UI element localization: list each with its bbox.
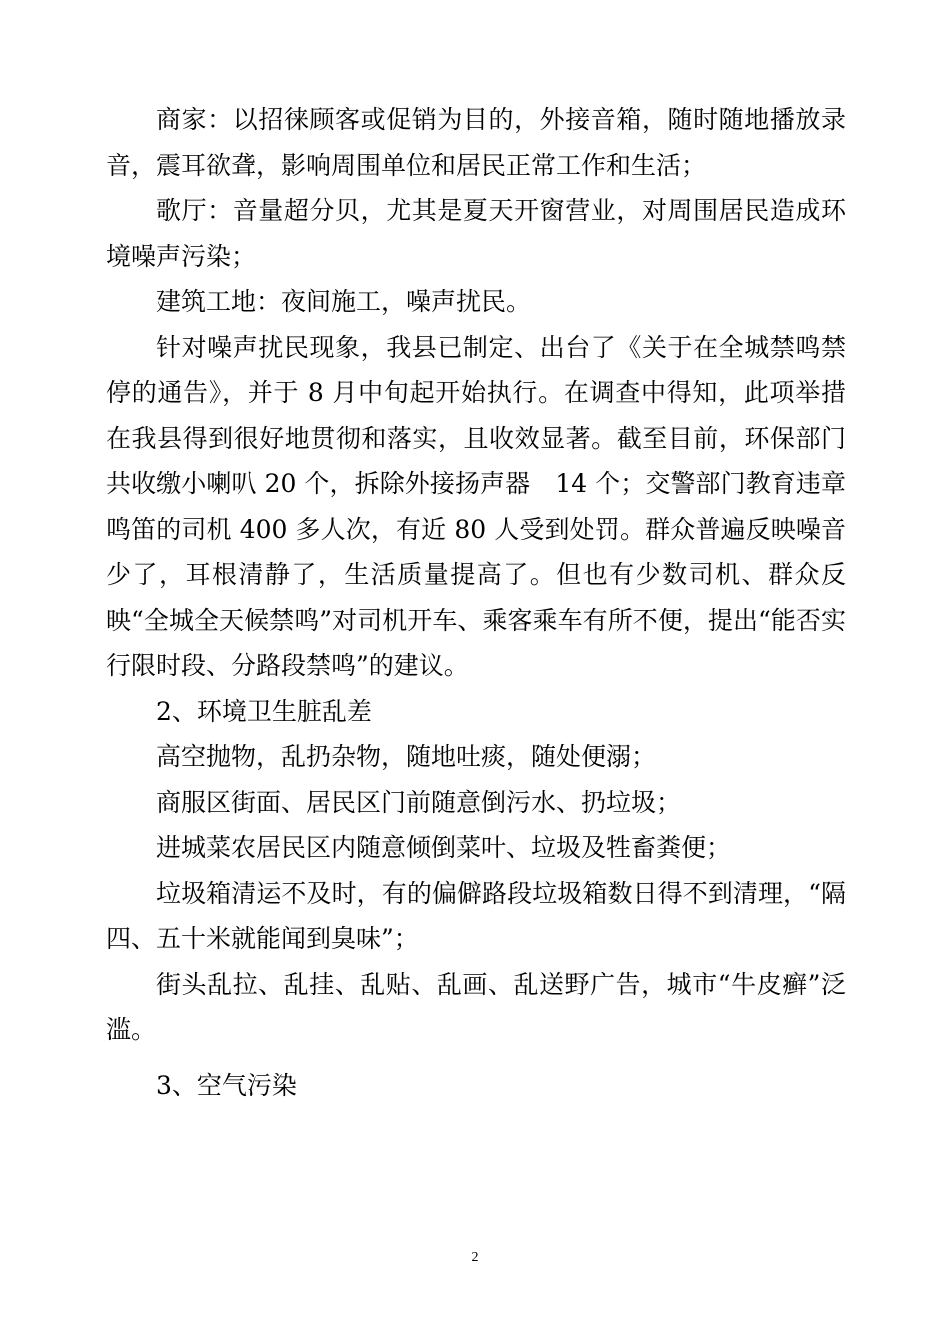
paragraph-noise-measures: 针对噪声扰民现象，我县已制定、出台了《关于在全城禁鸣禁停的通告》，并于 8 月中旬起开始执行。在调查中得知，此项举措在我县得到很好地贯彻和落实，且收效显著。截至目前，环保部门共收缴小喇叭 20 个，拆除外接扬声器 14 个；交警部门教育违章鸣笛的司机 400 多人次，有近 80 人受到处罚。群众普遍反映噪音少了，耳根清静了，生活质量提高了。但也有少数司机、群众反映“全城全天候禁鸣”对司机开车、乘客乘车有所不便，提出“能否实行限时段、分路段禁鸣”的建议。 — [106, 332, 846, 680]
page-number: 2 — [471, 1250, 479, 1265]
paragraph-merchants: 商家：以招徕顾客或促销为目的，外接音箱，随时随地播放录音，震耳欲聋，影响周围单位和居民正常工作和生活； — [106, 105, 846, 180]
paragraph-illegal-ads: 街头乱拉、乱挂、乱贴、乱画、乱送野广告，城市“牛皮癣”泛滥。 — [106, 969, 846, 1044]
paragraph-littering: 高空抛物，乱扔杂物，随地吐痰，随处便溺； — [156, 742, 657, 771]
section-heading-sanitation: 2、环境卫生脏乱差 — [156, 696, 372, 726]
section-heading-air-pollution: 3、空气污染 — [156, 1070, 297, 1100]
paragraph-ktv: 歌厅：音量超分贝，尤其是夏天开窗营业，对周围居民造成环境噪声污染； — [106, 196, 846, 271]
paragraph-vegetable-waste: 进城菜农居民区内随意倾倒菜叶、垃圾及牲畜粪便； — [156, 833, 732, 862]
paragraph-construction: 建筑工地：夜间施工，噪声扰民。 — [156, 287, 532, 316]
document-body — [106, 97, 846, 1108]
paragraph-sewage: 商服区街面、居民区门前随意倒污水、扔垃圾； — [156, 787, 682, 817]
paragraph-garbage-bins: 垃圾箱清运不及时，有的偏僻路段垃圾箱数日得不到清理，“隔四、五十米就能闻到臭味”； — [106, 878, 846, 953]
